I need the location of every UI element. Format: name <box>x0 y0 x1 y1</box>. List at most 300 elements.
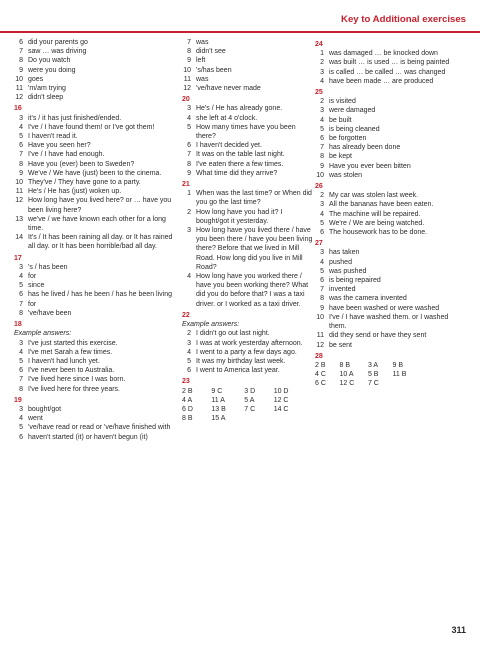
answer-number: 7 <box>19 151 23 159</box>
grid-answer <box>392 379 415 388</box>
answer-row <box>315 313 465 331</box>
answer-number: 11 <box>15 85 23 93</box>
answer-text: He's / He has (just) woken up. <box>28 188 122 196</box>
grid-answer: 2 B <box>182 387 193 395</box>
grid-answer: 14 C <box>273 405 289 413</box>
answer-number: 8 <box>19 309 23 317</box>
answer-number: 5 <box>19 133 23 141</box>
answer-text: I haven't read it. <box>28 133 78 141</box>
grid-answer: 5 A <box>244 396 255 404</box>
answer-row <box>14 114 176 123</box>
answer-text: 's / has been <box>28 263 68 271</box>
answer-column-3 <box>315 38 465 389</box>
section-number: 25 <box>315 89 323 97</box>
grid-answer: 10 A <box>339 371 354 379</box>
answer-row <box>14 423 176 432</box>
answer-text: I went to a party a few days ago. <box>196 348 297 356</box>
answer-text: How long have you worked there / have you been working there? What did you do before that? I was a taxi driver. or I worked as a taxi driver. <box>196 273 309 308</box>
answer-row <box>182 141 314 150</box>
section-number: 16 <box>14 105 22 113</box>
answer-row <box>14 233 176 251</box>
answer-number: 7 <box>320 286 324 294</box>
answer-text: It was my birthday last week. <box>196 357 286 365</box>
answer-text: I didn't go out last night. <box>196 330 270 338</box>
answer-number: 8 <box>19 385 23 393</box>
answer-row <box>182 114 314 123</box>
answer-number: 1 <box>187 190 191 198</box>
grid-answer: 11 B <box>392 371 407 379</box>
answer-number: 3 <box>187 105 191 113</box>
answer-row <box>315 331 465 340</box>
answer-number: 4 <box>320 258 324 266</box>
answer-text: My car was stolen last week. <box>329 192 419 200</box>
answer-row <box>182 84 314 93</box>
section-number: 17 <box>14 254 22 262</box>
answer-number: 6 <box>19 142 23 150</box>
answer-row <box>14 66 176 75</box>
grid-answer: 8 B <box>182 415 193 423</box>
example-note: Example answers: <box>182 321 240 329</box>
answer-text: They've / They have gone to a party. <box>28 179 141 187</box>
answer-row <box>14 309 176 318</box>
grid-answer: 6 D <box>182 405 193 413</box>
answer-text: It was on the table last night. <box>196 151 285 159</box>
answer-number: 3 <box>19 263 23 271</box>
grid-answer: 4 C <box>315 371 326 379</box>
answer-number: 2 <box>187 330 191 338</box>
grid-answer: 7 C <box>367 380 379 388</box>
answer-number: 7 <box>19 300 23 308</box>
answer-text: since <box>28 282 45 290</box>
answer-row <box>14 348 176 357</box>
answer-number: 3 <box>19 405 23 413</box>
answer-number: 10 <box>316 171 324 179</box>
answer-text: I've eaten there a few times. <box>196 160 284 168</box>
answer-number: 3 <box>320 68 324 76</box>
answer-text: was stolen <box>329 171 363 179</box>
answer-number: 6 <box>19 367 23 375</box>
answer-text: was pushed <box>329 267 367 275</box>
answer-row <box>315 49 465 58</box>
answer-row <box>14 178 176 187</box>
answer-row <box>14 385 176 394</box>
grid-answer: 15 A <box>211 415 226 423</box>
answer-row <box>315 285 465 294</box>
answer-text: Do you watch <box>28 57 71 65</box>
answer-text: be sent <box>329 341 352 349</box>
page-header <box>0 0 480 33</box>
answer-number: 4 <box>187 348 191 356</box>
section-number: 24 <box>315 41 323 48</box>
answer-row <box>182 208 314 226</box>
answer-text: goes <box>28 75 44 83</box>
answer-number: 2 <box>187 208 191 216</box>
answer-number: 3 <box>19 339 23 347</box>
answer-text: invented <box>329 286 356 294</box>
answer-row <box>315 267 465 276</box>
answer-number: 8 <box>187 48 191 56</box>
answer-number: 8 <box>320 295 324 303</box>
answer-number: 6 <box>19 433 23 441</box>
grid-answer: 2 B <box>315 361 326 369</box>
answer-number: 9 <box>320 162 324 170</box>
answer-number: 6 <box>19 39 23 46</box>
answer-row <box>182 150 314 159</box>
answer-row <box>14 339 176 348</box>
answer-number: 9 <box>19 66 23 74</box>
answer-number: 3 <box>320 249 324 257</box>
answer-row <box>315 248 465 257</box>
answer-row <box>182 169 314 178</box>
answer-text: was <box>196 39 209 46</box>
answer-row <box>14 196 176 214</box>
answer-row <box>315 134 465 143</box>
answer-number: 10 <box>15 75 23 83</box>
section-number: 26 <box>315 183 323 191</box>
grid-answer: 5 B <box>367 371 379 379</box>
answer-row <box>14 84 176 93</box>
answer-row <box>315 304 465 313</box>
answer-row <box>182 339 314 348</box>
answer-text: be built <box>329 116 352 124</box>
answer-number: 4 <box>19 123 23 131</box>
answer-number: 14 <box>15 234 23 242</box>
answer-row <box>315 228 465 237</box>
answer-text: When was the last time? or When did you go the last time? <box>196 190 312 207</box>
answer-number: 6 <box>19 291 23 299</box>
answer-number: 8 <box>19 160 23 168</box>
answer-row <box>14 160 176 169</box>
answer-text: We're / We are being watched. <box>329 219 425 227</box>
answer-text: we've / we have known each other for a long time. <box>28 215 166 233</box>
answer-number: 4 <box>320 77 324 85</box>
answer-row <box>14 300 176 309</box>
answer-text: How long have you had it? I bought/got it yesterday. <box>196 208 283 225</box>
answer-number: 4 <box>19 273 23 281</box>
answer-text: have been made … are produced <box>329 77 434 85</box>
answer-text: 've/have never made <box>196 85 261 93</box>
answer-text: I haven't had lunch yet. <box>28 357 100 365</box>
answer-row <box>14 290 176 299</box>
answer-number: 7 <box>187 39 191 46</box>
answer-number: 3 <box>187 227 191 235</box>
answer-text: How long have you lived here? or … have you been living here? <box>28 197 172 214</box>
answer-text: was damaged … be knocked down <box>329 50 438 58</box>
header-title: Key to Additional exercises <box>341 14 466 25</box>
answer-text: I've lived here since I was born. <box>28 376 126 384</box>
answer-text: How long have you lived there / have you been there / have you been living there? Before that we lived in Mill Road. How long did you live in Mill Road? <box>196 227 313 271</box>
answer-number: 11 <box>183 75 191 83</box>
answer-number: 6 <box>187 367 191 375</box>
answer-row <box>14 215 176 233</box>
answer-row <box>315 341 465 350</box>
answer-row <box>14 38 176 47</box>
answer-text: did they send or have they sent <box>329 332 427 340</box>
answer-number: 10 <box>316 313 324 321</box>
answer-row <box>182 357 314 366</box>
answer-row <box>14 272 176 281</box>
answer-number: 9 <box>187 57 191 65</box>
answer-number: 3 <box>320 201 324 209</box>
answer-row <box>315 152 465 161</box>
answer-number: 8 <box>320 153 324 161</box>
answer-number: 11 <box>316 332 324 340</box>
answer-number: 6 <box>187 142 191 150</box>
answer-text: I've never been to Australia. <box>28 367 115 375</box>
answer-number: 4 <box>320 210 324 218</box>
grid-answer: 13 B <box>211 405 226 413</box>
answer-row <box>315 210 465 219</box>
answer-row <box>315 106 465 115</box>
answer-row <box>14 56 176 65</box>
answer-number: 5 <box>187 357 191 365</box>
answer-number: 12 <box>316 341 324 349</box>
answer-text: I've met Sarah a few times. <box>28 348 113 356</box>
answer-row <box>315 162 465 171</box>
answer-number: 5 <box>320 219 324 227</box>
answer-text: left <box>196 57 206 65</box>
section-number: 22 <box>182 311 190 319</box>
answer-text: is called … be called … was changed <box>329 68 446 76</box>
answer-row <box>315 191 465 200</box>
answer-number: 5 <box>19 424 23 432</box>
answer-row <box>315 77 465 86</box>
answer-row <box>182 47 314 56</box>
answer-text: is being cleaned <box>329 125 380 133</box>
answer-text: We've / We have (just) been to the cinema. <box>28 169 162 177</box>
answer-number: 3 <box>19 114 23 122</box>
answer-number: 2 <box>320 192 324 200</box>
answer-text: was <box>196 75 209 83</box>
answer-number: 6 <box>320 135 324 143</box>
answer-text: saw … was driving <box>28 48 87 56</box>
answer-text: has already been done <box>329 144 401 152</box>
answer-row <box>182 366 314 375</box>
answer-row <box>182 66 314 75</box>
answer-number: 12 <box>183 85 191 93</box>
answer-text: for <box>28 300 37 308</box>
answer-row <box>14 281 176 290</box>
answer-text: were damaged <box>329 107 376 115</box>
answer-number: 12 <box>15 197 23 205</box>
answer-row <box>14 357 176 366</box>
answer-row <box>14 366 176 375</box>
answer-row <box>14 150 176 159</box>
answer-row <box>14 405 176 414</box>
answer-text: it's / it has just finished/ended. <box>28 114 122 122</box>
section-number: 19 <box>14 396 22 404</box>
answer-row <box>14 93 176 102</box>
answer-text: were you doing <box>28 66 76 74</box>
answer-number: 7 <box>19 376 23 384</box>
answer-row <box>182 160 314 169</box>
answer-row <box>14 141 176 150</box>
answer-text: He's / He has already gone. <box>196 105 283 113</box>
grid-answer: 3 A <box>367 361 379 369</box>
answer-number: 5 <box>320 125 324 133</box>
answer-text: I've / I have found them! or I've got them! <box>28 123 155 131</box>
answer-row <box>182 189 314 207</box>
section-number: 18 <box>14 321 22 329</box>
answer-row <box>182 38 314 47</box>
answer-text: she left at 4 o'clock. <box>196 114 258 122</box>
answer-text: I went to America last year. <box>196 367 280 375</box>
grid-answer: 11 A <box>211 396 225 404</box>
grid-answer: 6 C <box>315 380 326 388</box>
answer-row <box>315 200 465 209</box>
answer-text: I was at work yesterday afternoon. <box>196 339 303 347</box>
grid-answer: 9 C <box>211 387 223 395</box>
answer-number: 9 <box>19 169 23 177</box>
answer-number: 7 <box>320 144 324 152</box>
answer-number: 4 <box>19 415 23 423</box>
section-number: 21 <box>182 181 190 189</box>
answer-number: 8 <box>19 57 23 65</box>
grid-answer: 8 B <box>339 361 351 369</box>
answer-row <box>182 104 314 113</box>
answer-row <box>315 276 465 285</box>
answer-text: 've/have been <box>28 309 72 317</box>
answer-number: 11 <box>15 188 23 196</box>
page-number: 311 <box>451 625 466 635</box>
section-number: 20 <box>182 96 190 104</box>
answer-text: have been washed or were washed <box>329 304 440 312</box>
answer-number: 3 <box>187 339 191 347</box>
answer-text: is being repaired <box>329 277 381 285</box>
answer-text: was the camera invented <box>329 295 407 303</box>
answer-row <box>14 47 176 56</box>
answer-row <box>182 348 314 357</box>
answer-number: 3 <box>320 107 324 115</box>
answer-row <box>182 226 314 272</box>
answer-text: I've lived here for three years. <box>28 385 120 393</box>
section-number: 28 <box>315 352 323 360</box>
grid-answer: 4 A <box>182 396 193 404</box>
grid-answer: 12 C <box>273 396 289 404</box>
answer-number: 2 <box>320 98 324 106</box>
answer-row <box>315 58 465 67</box>
answer-number: 4 <box>187 114 191 122</box>
answer-text: I haven't decided yet. <box>196 142 262 150</box>
answer-row <box>14 75 176 84</box>
answer-row <box>182 272 314 309</box>
section-number: 27 <box>315 240 323 248</box>
answer-text: 's/has been <box>196 66 232 74</box>
answer-text: bought/got <box>28 405 62 413</box>
answer-text: went <box>28 415 43 423</box>
answer-number: 10 <box>15 179 23 187</box>
answer-column-1 <box>14 38 176 442</box>
answer-row <box>315 143 465 152</box>
answer-text: is visited <box>329 98 356 106</box>
answer-text: Have you (ever) been to Sweden? <box>28 160 135 168</box>
answer-text: didn't sleep <box>28 94 64 102</box>
answer-row <box>14 187 176 196</box>
answer-row <box>14 263 176 272</box>
answer-number: 9 <box>187 169 191 177</box>
answer-text: It's / It has been raining all day. or It has rained all day. or It has been horrible/bad all day. <box>28 234 173 251</box>
answer-number: 1 <box>320 50 324 58</box>
answer-text: The housework has to be done. <box>329 229 428 237</box>
answer-text: The machine will be repaired. <box>329 210 421 218</box>
example-note: Example answers: <box>14 330 72 338</box>
answer-text: I've / I have had enough. <box>28 151 105 159</box>
answer-number: 2 <box>320 59 324 67</box>
answer-number: 4 <box>19 348 23 356</box>
grid-answer: 9 B <box>392 361 403 369</box>
answer-row <box>14 375 176 384</box>
answer-row <box>182 56 314 65</box>
answer-text: 've/have read or read or 've/have finished with <box>28 424 171 432</box>
answer-text: was built … is used … is being painted <box>329 59 450 67</box>
answer-number: 4 <box>320 116 324 124</box>
answer-number: 7 <box>187 151 191 159</box>
answer-row <box>14 433 176 442</box>
answer-row <box>315 116 465 125</box>
answer-text: Have you ever been bitten <box>329 162 411 170</box>
answer-number: 7 <box>19 48 23 56</box>
grid-answer: 3 D <box>244 387 256 395</box>
answer-text: has taken <box>329 249 360 257</box>
answer-text: How many times have you been there? <box>196 123 296 141</box>
answer-number: 5 <box>187 123 191 131</box>
answer-text: be forgotten <box>329 135 367 143</box>
answer-text: Have you seen her? <box>28 142 91 150</box>
answer-column-2 <box>182 38 314 423</box>
answer-row <box>14 132 176 141</box>
answer-text: I've just started this exercise. <box>28 339 118 347</box>
answer-grid <box>182 387 302 424</box>
section-number: 23 <box>182 378 190 386</box>
answer-row <box>315 219 465 228</box>
answer-number: 10 <box>183 66 191 74</box>
answer-text: 'm/am trying <box>28 85 66 93</box>
answer-text: All the bananas have been eaten. <box>329 201 434 209</box>
grid-answer: 10 D <box>273 387 289 395</box>
answer-row <box>182 123 314 141</box>
answer-row <box>315 68 465 77</box>
answer-number: 9 <box>320 304 324 312</box>
answer-text: pushed <box>329 258 352 266</box>
answer-number: 5 <box>19 282 23 290</box>
answer-row <box>315 97 465 106</box>
answer-grid <box>315 361 415 389</box>
answer-row <box>315 171 465 180</box>
answer-number: 5 <box>320 267 324 275</box>
answer-row <box>315 294 465 303</box>
answer-text: What time did they arrive? <box>196 169 278 177</box>
grid-answer: 7 C <box>244 405 256 413</box>
answer-row <box>14 414 176 423</box>
answer-row <box>315 125 465 134</box>
answer-row <box>14 123 176 132</box>
answer-row <box>182 329 314 338</box>
answer-text: haven't started (it) or haven't begun (it) <box>28 433 148 441</box>
grid-answer: 12 C <box>339 380 355 388</box>
answer-text: didn't see <box>196 48 226 56</box>
answer-row <box>182 75 314 84</box>
answer-text: did your parents go <box>28 39 88 46</box>
answer-number: 6 <box>320 229 324 237</box>
answer-number: 5 <box>19 357 23 365</box>
answer-row <box>315 258 465 267</box>
answer-number: 8 <box>187 160 191 168</box>
answer-row <box>14 169 176 178</box>
answer-text: I've / I have washed them. or I washed them. <box>329 313 449 331</box>
answer-text: for <box>28 273 37 281</box>
answer-number: 12 <box>15 94 23 102</box>
answer-text: has he lived / has he been / has he been living <box>28 291 172 299</box>
